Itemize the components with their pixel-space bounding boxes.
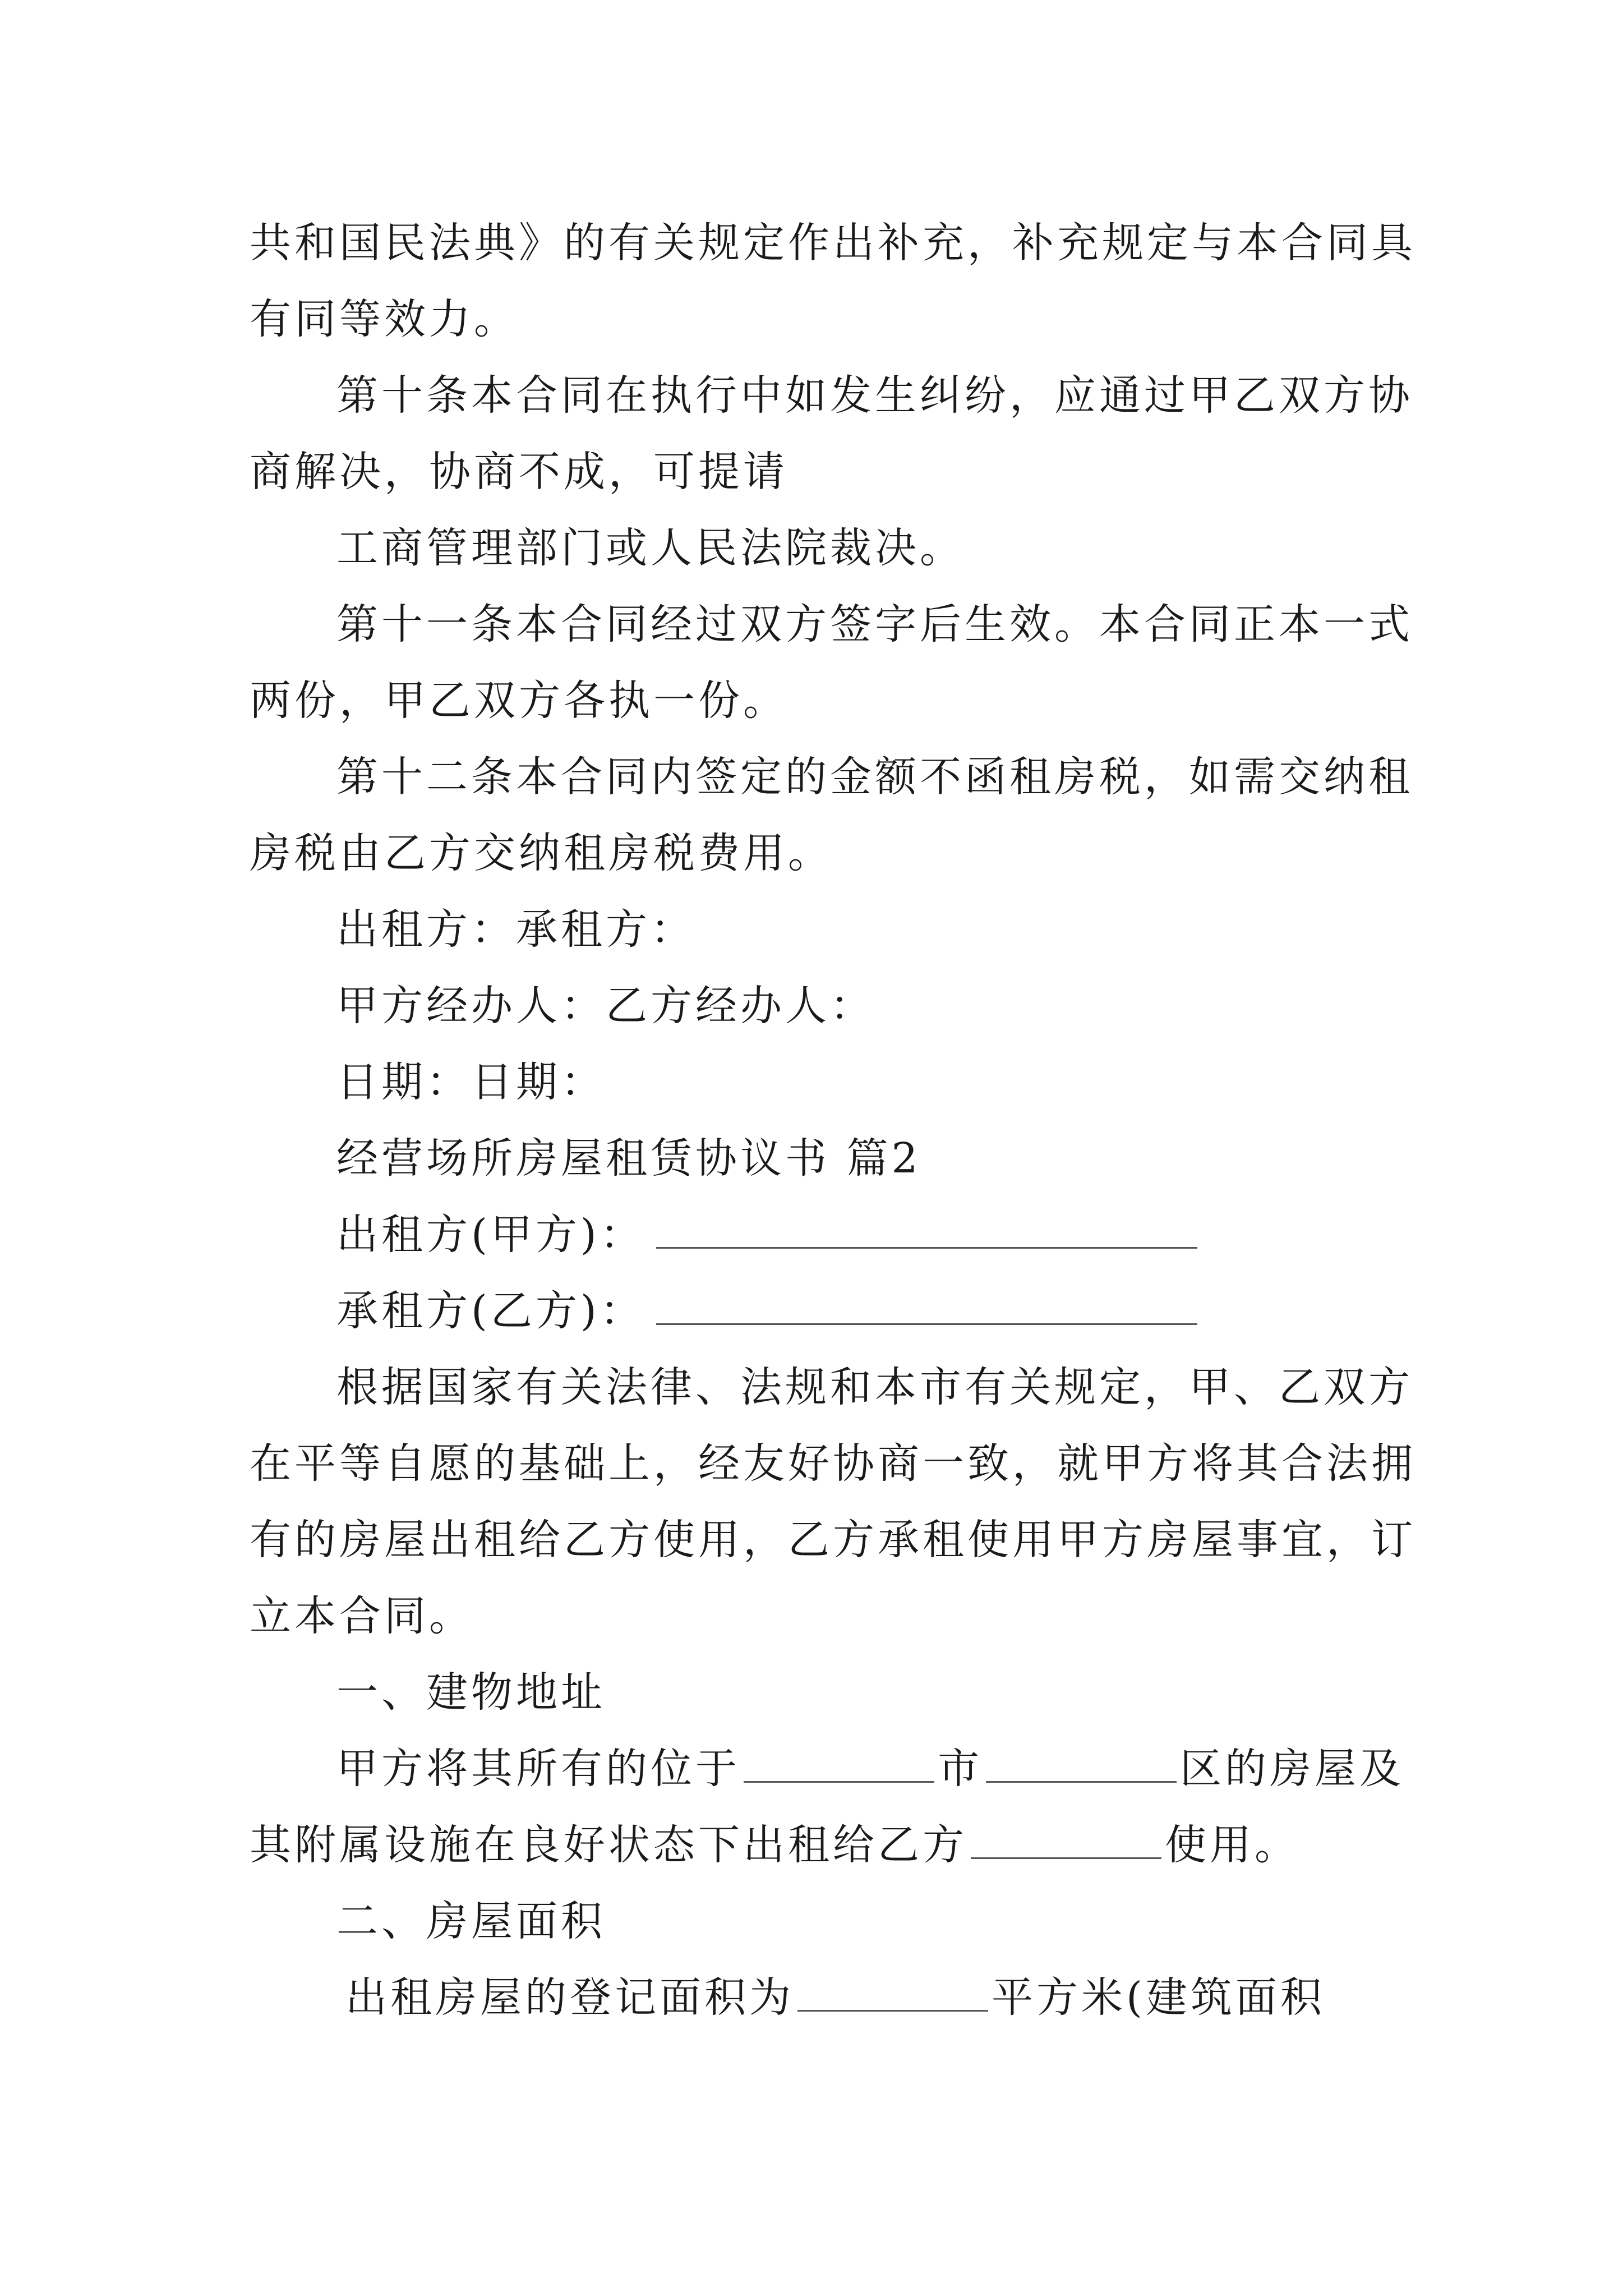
lessor-label: 出租方(甲方)： — [336, 1211, 645, 1259]
signature-parties: 出租方：承租方： — [336, 905, 695, 954]
article-11-line-1: 第十一条本合同经过双方签字后生效。本合同正本一式 — [336, 600, 1413, 648]
section-title: 经营场所房屋租赁协议书 篇2 — [336, 1134, 921, 1182]
article-11-line-2: 两份，甲乙双方各执一份。 — [250, 677, 788, 725]
article-10-line-2: 商解决，协商不成，可提请 — [250, 448, 788, 496]
preamble-line-2: 在平等自愿的基础上，经友好协商一致，就甲方将其合法拥 — [250, 1439, 1416, 1488]
use-blank — [971, 1857, 1161, 1859]
lessor-blank — [656, 1246, 1197, 1249]
lessee-label: 承租方(乙方)： — [336, 1287, 645, 1335]
lessee-blank — [656, 1323, 1197, 1325]
area-line — [0, 1958, 1623, 2037]
article-12-line-1: 第十二条本合同内签定的金额不函租房税，如需交纳租 — [336, 753, 1413, 801]
preamble-line-3: 有的房屋出租给乙方使用，乙方承租使用甲方房屋事宜，订 — [250, 1516, 1416, 1564]
article-10-line-3: 工商管理部门或人民法院裁决。 — [336, 524, 965, 572]
address-use-label: 使用。 — [1165, 1821, 1299, 1869]
area-blank — [797, 2009, 988, 2012]
address-text-2: 其附属设施在良好状态下出租给乙方 — [250, 1821, 967, 1869]
heading-area: 二、房屋面积 — [336, 1897, 606, 1945]
signature-dates: 日期：日期： — [336, 1058, 606, 1106]
lessee-line — [0, 1272, 1623, 1350]
city-blank — [744, 1780, 934, 1783]
address-line-1 — [0, 1729, 1623, 1808]
area-unit-text: 平方米(建筑面积 — [992, 1973, 1325, 2022]
district-blank — [986, 1780, 1177, 1783]
address-city-label: 市 — [938, 1745, 983, 1793]
preamble-line-4: 立本合同。 — [250, 1592, 474, 1640]
heading-address: 一、建物地址 — [336, 1668, 606, 1717]
lessor-line — [0, 1195, 1623, 1274]
article-12-line-2: 房税由乙方交纳租房税费用。 — [250, 829, 833, 877]
address-line-2 — [0, 1806, 1623, 1884]
area-text: 出租房屋的登记面积为 — [345, 1973, 794, 2022]
address-district-label: 区的房屋及 — [1180, 1745, 1404, 1793]
article-10-line-1: 第十条本合同在执行中如发生纠纷，应通过甲乙双方协 — [336, 371, 1413, 420]
address-text: 甲方将其所有的位于 — [336, 1745, 740, 1793]
text-line: 有同等效力。 — [250, 295, 519, 343]
preamble-line-1: 根据国家有关法律、法规和本市有关规定，甲、乙双方 — [336, 1363, 1413, 1411]
signature-agents: 甲方经办人：乙方经办人： — [336, 982, 875, 1030]
text-line: 共和国民法典》的有关规定作出补充，补充规定与本合同具 — [250, 219, 1416, 267]
